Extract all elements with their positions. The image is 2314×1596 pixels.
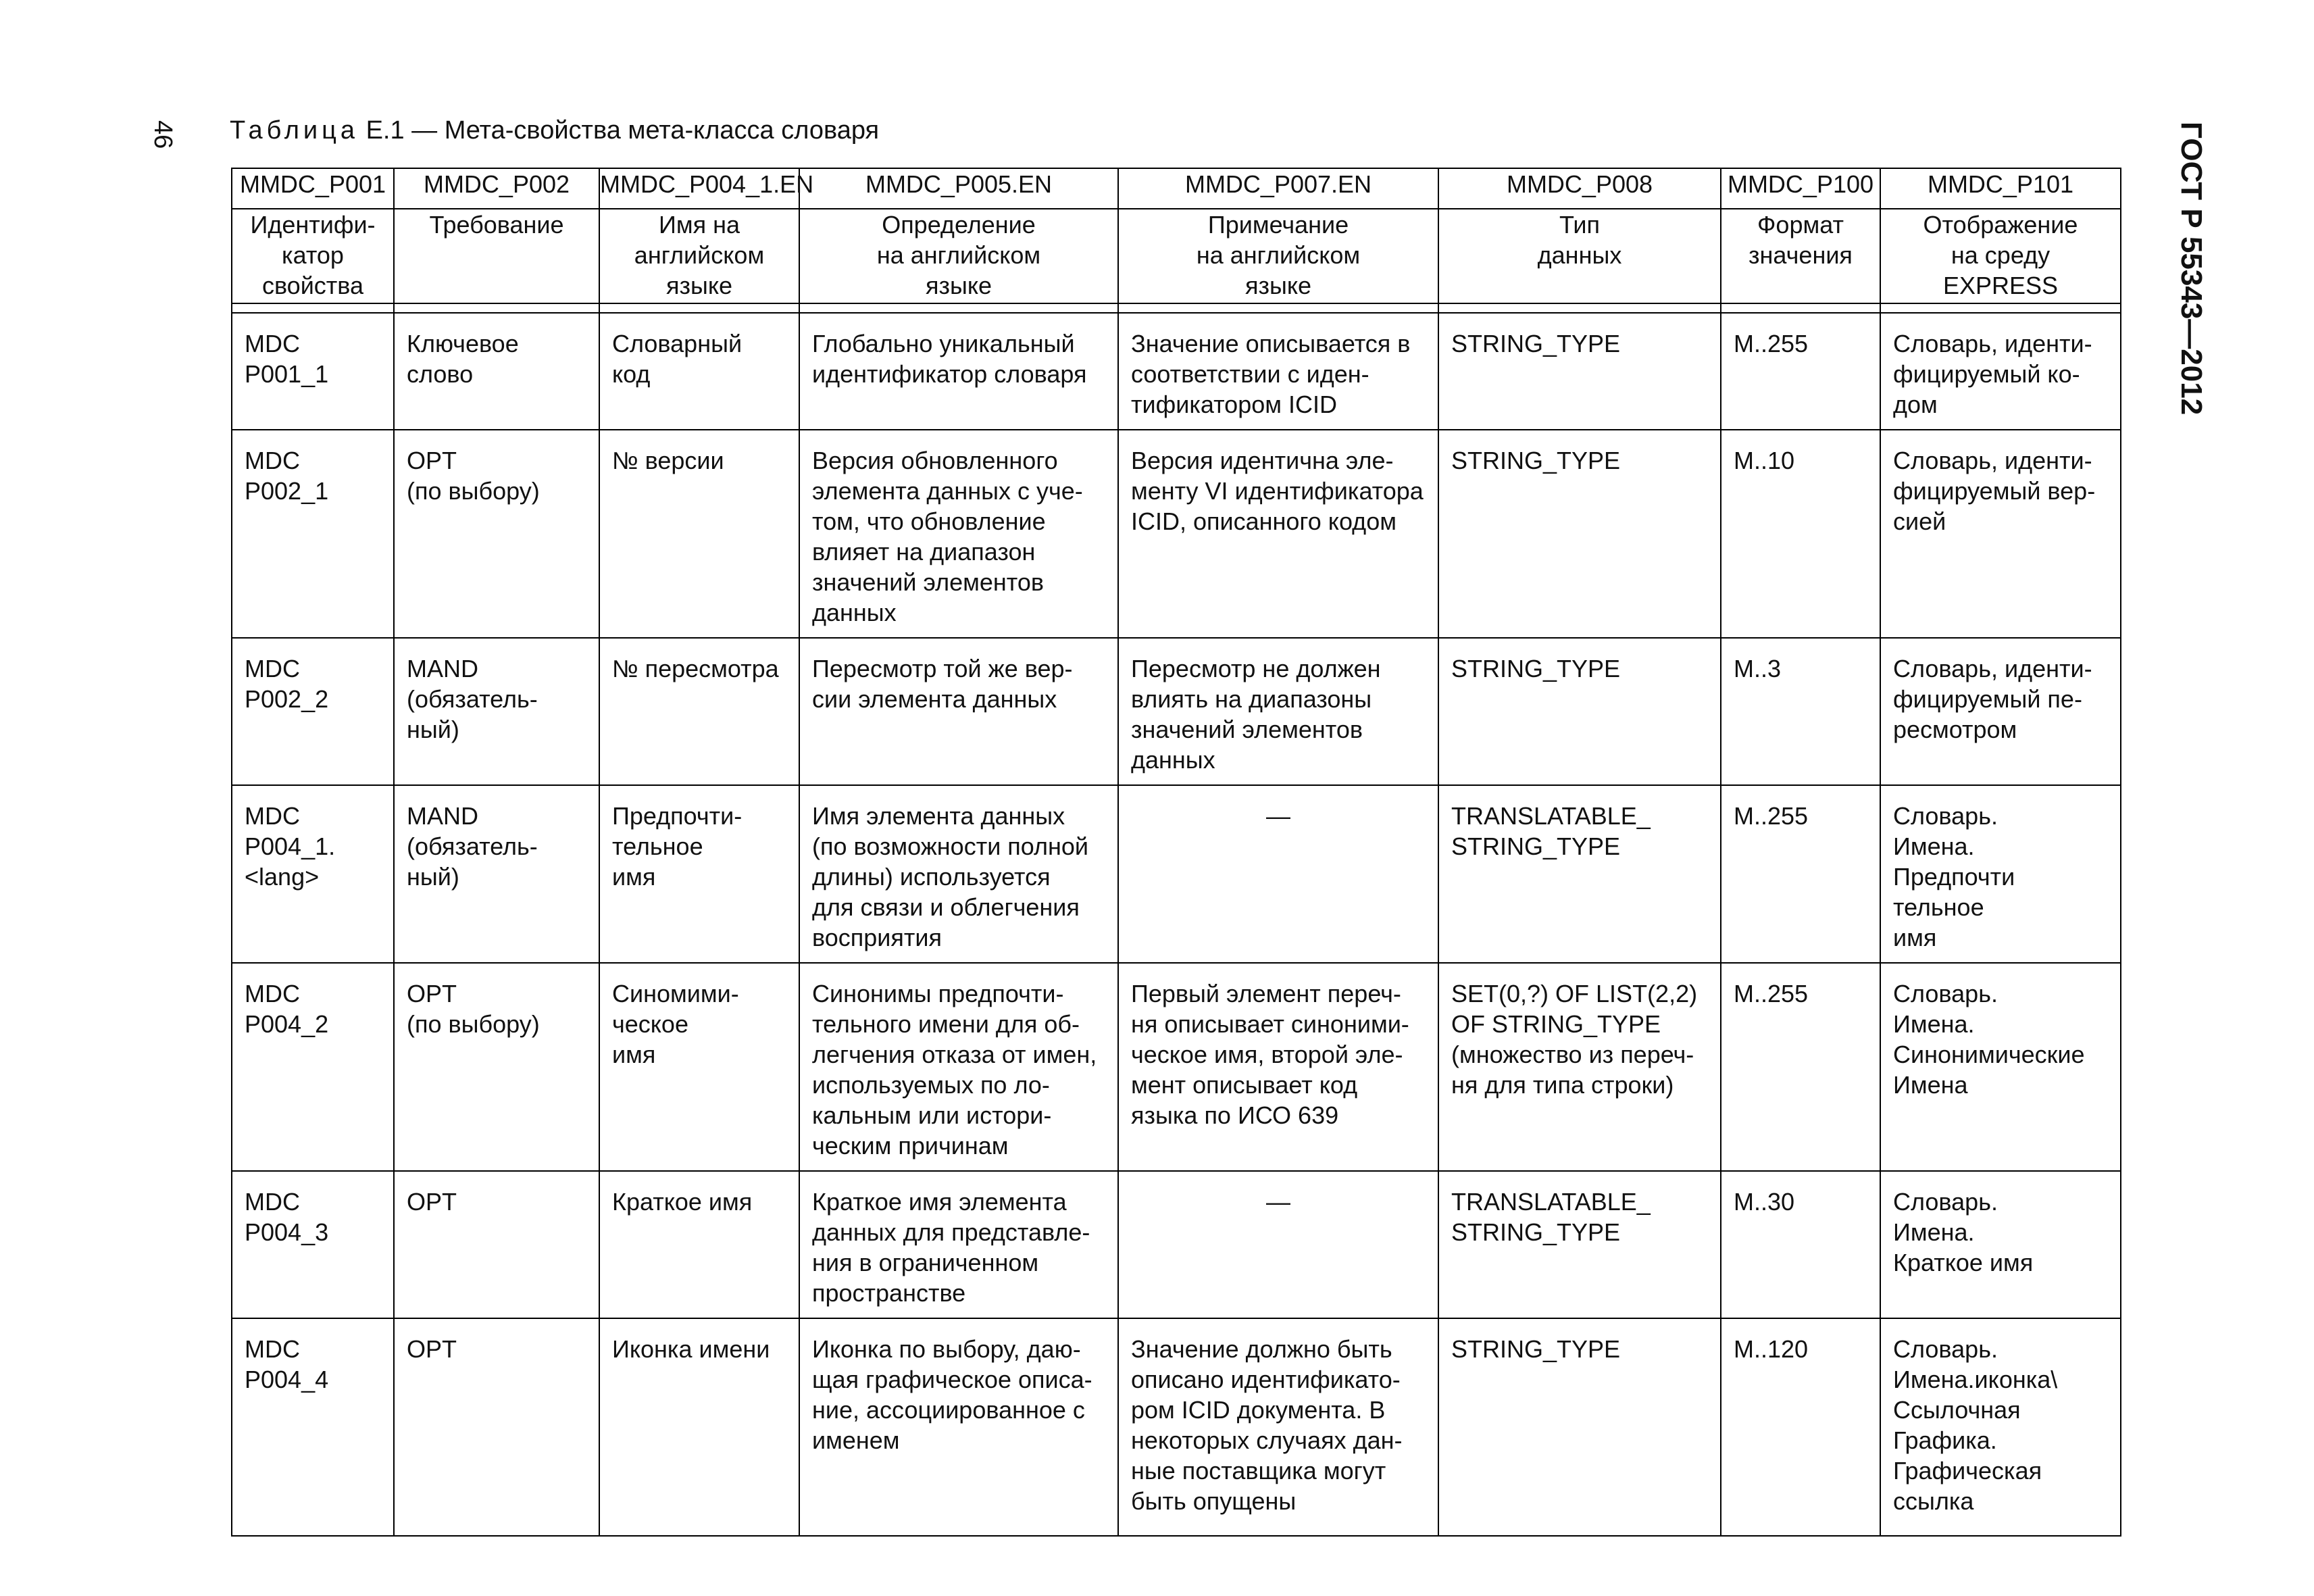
column-header-cell: Формат значения bbox=[1721, 209, 1880, 303]
table-cell: Словарный код bbox=[599, 313, 799, 430]
table-cell: Значение должно быть описано идентификато- ром ICID документа. В некоторых случаях дан- ные поставщика могут быть опущены bbox=[1118, 1318, 1438, 1536]
table-caption bbox=[230, 116, 879, 145]
table-cell: Ключевое слово bbox=[394, 313, 599, 430]
column-header-cell: Имя на английском языке bbox=[599, 209, 799, 303]
document-standard-title: ГОСТ Р 55343—2012 bbox=[2175, 122, 2208, 416]
table-cell: OPT bbox=[394, 1318, 599, 1536]
separator-cell bbox=[394, 303, 599, 313]
table-cell: Словарь. Имена. Краткое имя bbox=[1880, 1171, 2121, 1318]
column-header-cell: Примечание на английском языке bbox=[1118, 209, 1438, 303]
separator-cell bbox=[232, 303, 394, 313]
column-header-cell: Требование bbox=[394, 209, 599, 303]
table-cell: Пересмотр не должен влиять на диапазоны значений элементов данных bbox=[1118, 638, 1438, 785]
table-cell: M..255 bbox=[1721, 313, 1880, 430]
table-cell: MDC P002_2 bbox=[232, 638, 394, 785]
table-row bbox=[232, 785, 2121, 963]
table-cell: Словарь, иденти- фицируемый вер- сией bbox=[1880, 430, 2121, 638]
table-cell: MAND (обязатель- ный) bbox=[394, 785, 599, 963]
table-cell: MDC P001_1 bbox=[232, 313, 394, 430]
table-cell: STRING_TYPE bbox=[1438, 430, 1721, 638]
table-cell: STRING_TYPE bbox=[1438, 638, 1721, 785]
table-cell: Первый элемент переч- ня описывает синоними- ческое имя, второй эле- мент описывает код языка по ИСО 639 bbox=[1118, 963, 1438, 1171]
table-cell: Словарь. Имена. Синонимические Имена bbox=[1880, 963, 2121, 1171]
column-code-cell: MMDC_P101 bbox=[1880, 168, 2121, 209]
table-cell: Глобально уникальный идентификатор словаря bbox=[799, 313, 1118, 430]
column-code-cell: MMDC_P008 bbox=[1438, 168, 1721, 209]
table-cell: MDC P004_1. <lang> bbox=[232, 785, 394, 963]
table-cell: Иконка имени bbox=[599, 1318, 799, 1536]
caption-text: Е.1 — Мета-свойства мета-класса словаря bbox=[366, 116, 880, 145]
column-header-cell: Тип данных bbox=[1438, 209, 1721, 303]
table-cell: — bbox=[1118, 785, 1438, 963]
column-code-cell: MMDC_P100 bbox=[1721, 168, 1880, 209]
table-cell: M..120 bbox=[1721, 1318, 1880, 1536]
table-cell: Имя элемента данных (по возможности полной длины) используется для связи и облегчения восприятия bbox=[799, 785, 1118, 963]
table-cell: Значение описывается в соответствии с иден- тификатором ICID bbox=[1118, 313, 1438, 430]
table-row bbox=[232, 638, 2121, 785]
column-code-cell: MMDC_P001 bbox=[232, 168, 394, 209]
table-row bbox=[232, 1318, 2121, 1536]
table-cell: Синомими- ческое имя bbox=[599, 963, 799, 1171]
column-code-row bbox=[232, 168, 2121, 209]
table-cell: Иконка по выбору, даю- щая графическое описа- ние, ассоциированное с именем bbox=[799, 1318, 1118, 1536]
table-row bbox=[232, 313, 2121, 430]
column-label-row bbox=[232, 209, 2121, 303]
table-row bbox=[232, 1171, 2121, 1318]
table-cell: OPT bbox=[394, 1171, 599, 1318]
table-cell: OPT (по выбору) bbox=[394, 963, 599, 1171]
separator-cell bbox=[1880, 303, 2121, 313]
metaproperties-table bbox=[231, 168, 2121, 1537]
table-cell: M..255 bbox=[1721, 785, 1880, 963]
column-code-cell: MMDC_P004_1.EN bbox=[599, 168, 799, 209]
table-cell: MAND (обязатель- ный) bbox=[394, 638, 599, 785]
table-cell: TRANSLATABLE_ STRING_TYPE bbox=[1438, 1171, 1721, 1318]
table-cell: Синонимы предпочти- тельного имени для об- легчения отказа от имен, используемых по ло- кальным или истори- ческим причинам bbox=[799, 963, 1118, 1171]
table-cell: TRANSLATABLE_ STRING_TYPE bbox=[1438, 785, 1721, 963]
table-cell: M..30 bbox=[1721, 1171, 1880, 1318]
table-cell: STRING_TYPE bbox=[1438, 313, 1721, 430]
header-separator-row bbox=[232, 303, 2121, 313]
column-header-cell: Отображение на среду EXPRESS bbox=[1880, 209, 2121, 303]
table-cell: M..10 bbox=[1721, 430, 1880, 638]
table-cell: № пересмотра bbox=[599, 638, 799, 785]
separator-cell bbox=[599, 303, 799, 313]
column-code-cell: MMDC_P002 bbox=[394, 168, 599, 209]
table-cell: M..255 bbox=[1721, 963, 1880, 1171]
table-cell: Словарь, иденти- фицируемый пе- ресмотром bbox=[1880, 638, 2121, 785]
separator-cell bbox=[1118, 303, 1438, 313]
table-cell: Версия идентична эле- менту VI идентификатора ICID, описанного кодом bbox=[1118, 430, 1438, 638]
separator-cell bbox=[799, 303, 1118, 313]
table-cell: SET(0,?) OF LIST(2,2) OF STRING_TYPE (множество из переч- ня для типа строки) bbox=[1438, 963, 1721, 1171]
table-cell: № версии bbox=[599, 430, 799, 638]
table-cell: Словарь. Имена. Предпочти тельное имя bbox=[1880, 785, 2121, 963]
table-cell: MDC P004_3 bbox=[232, 1171, 394, 1318]
table-cell: STRING_TYPE bbox=[1438, 1318, 1721, 1536]
table-cell: MDC P002_1 bbox=[232, 430, 394, 638]
table-row bbox=[232, 430, 2121, 638]
table-cell: — bbox=[1118, 1171, 1438, 1318]
table-cell: Пересмотр той же вер- сии элемента данных bbox=[799, 638, 1118, 785]
table-cell: Словарь. Имена.иконка\ Ссылочная Графика. Графическая ссылка bbox=[1880, 1318, 2121, 1536]
table-cell: Словарь, иденти- фицируемый ко- дом bbox=[1880, 313, 2121, 430]
table-cell: MDC P004_2 bbox=[232, 963, 394, 1171]
separator-cell bbox=[1438, 303, 1721, 313]
table-cell: Предпочти- тельное имя bbox=[599, 785, 799, 963]
column-header-cell: Идентифи- катор свойства bbox=[232, 209, 394, 303]
table-cell: OPT (по выбору) bbox=[394, 430, 599, 638]
page-number: 46 bbox=[149, 120, 177, 149]
column-code-cell: MMDC_P005.EN bbox=[799, 168, 1118, 209]
table-cell: Краткое имя элемента данных для представле- ния в ограниченном пространстве bbox=[799, 1171, 1118, 1318]
caption-word: Таблица bbox=[230, 116, 359, 145]
column-header-cell: Определение на английском языке bbox=[799, 209, 1118, 303]
table-cell: Версия обновленного элемента данных с уче- том, что обновление влияет на диапазон значений элементов данных bbox=[799, 430, 1118, 638]
column-code-cell: MMDC_P007.EN bbox=[1118, 168, 1438, 209]
table-cell: Краткое имя bbox=[599, 1171, 799, 1318]
table-row bbox=[232, 963, 2121, 1171]
table-cell: MDC P004_4 bbox=[232, 1318, 394, 1536]
separator-cell bbox=[1721, 303, 1880, 313]
table-cell: M..3 bbox=[1721, 638, 1880, 785]
